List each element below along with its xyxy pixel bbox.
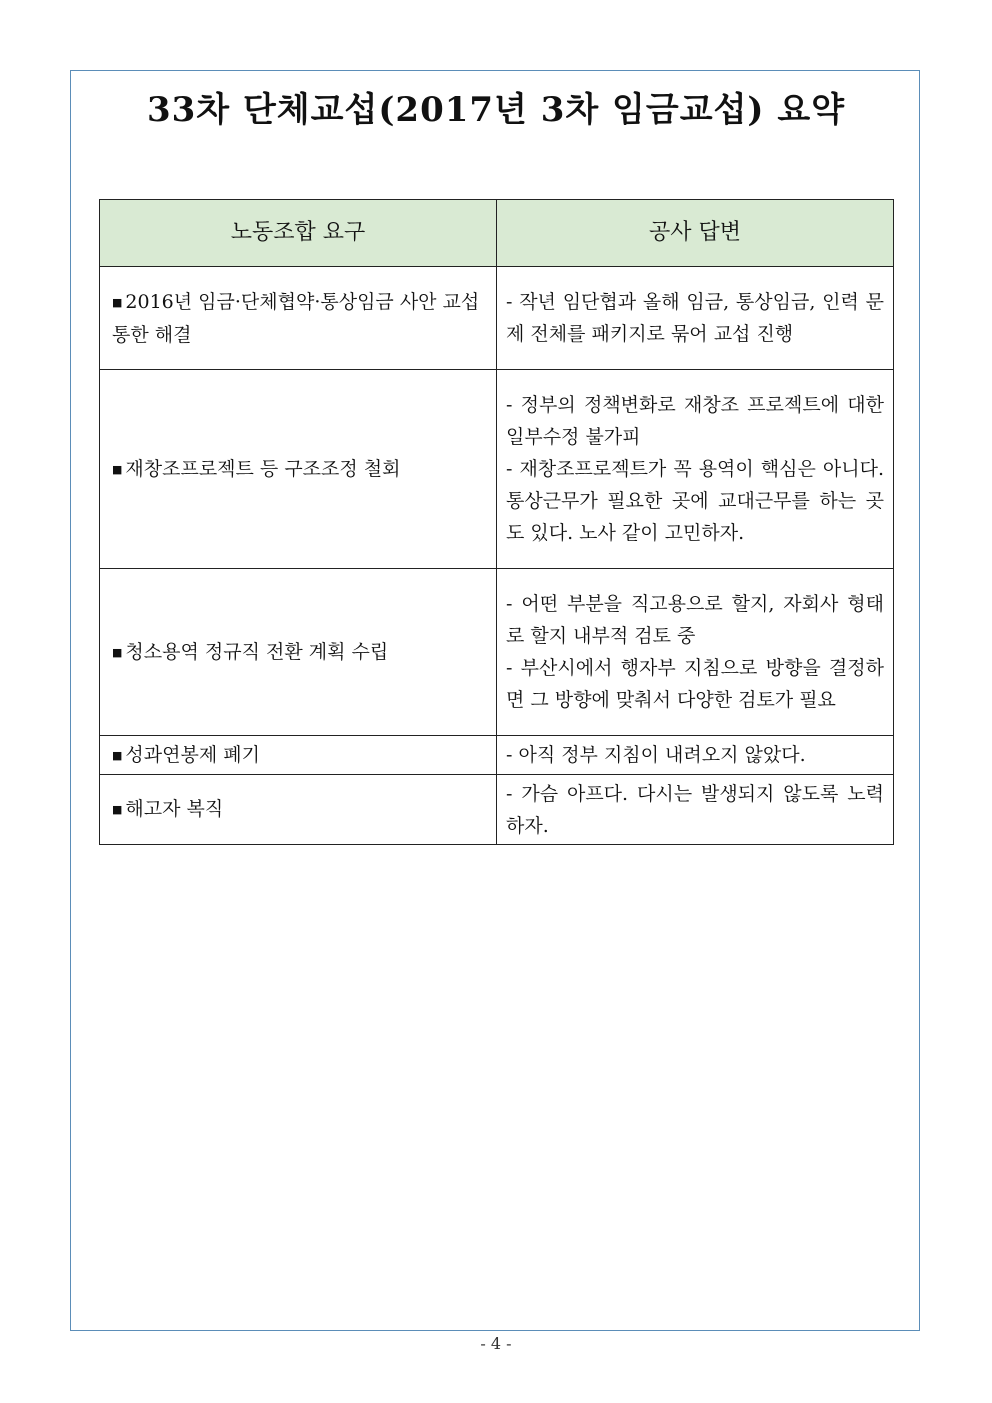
demand-cell [100,569,497,736]
square-bullet-icon: ■ [112,295,123,309]
demand-text: 해고자 복직 [125,798,224,820]
demand-text: 성과연봉제 폐기 [125,743,260,766]
table-row [100,267,894,370]
header-company-answer: 공사 답변 [497,200,894,267]
answer-text: - 부산시에서 행자부 지침으로 방향을 결정하면 그 방향에 맞춰서 다양한 검토가 필요 [506,657,884,711]
table-row [100,736,894,775]
demand-cell [100,267,497,370]
header-union-demand: 노동조합 요구 [100,200,497,267]
demand-text: 재창조프로젝트 등 구조조정 철회 [125,457,401,480]
negotiation-summary-table [99,199,894,845]
answer-cell [497,736,894,775]
answer-cell [497,775,894,845]
square-bullet-icon: ■ [112,803,123,816]
answer-text: - 정부의 정책변화로 재창조 프로젝트에 대한 일부수정 불가피 [506,394,884,448]
demand-cell [100,775,497,845]
answer-cell [497,569,894,736]
demand-text: 2016년 임금·단체협약·통상임금 사안 교섭 통한 해결 [112,290,480,346]
document-title: 33차 단체교섭(2017년 3차 임금교섭) 요약 [146,90,846,130]
demand-cell [100,736,497,775]
answer-text: - 재창조프로젝트가 꼭 용역이 핵심은 아니다. 통상근무가 필요한 곳에 교대근무를 하는 곳도 있다. 노사 같이 고민하자. [506,458,884,544]
table-header-row [100,200,894,267]
page-number: - 4 - [480,1334,512,1353]
answer-cell [497,267,894,370]
demand-text: 청소용역 정규직 전환 계획 수립 [125,640,389,663]
answer-text: - 가슴 아프다. 다시는 발생되지 않도록 노력하자. [506,782,884,837]
demand-cell [100,370,497,569]
table-row [100,569,894,736]
answer-cell [497,370,894,569]
square-bullet-icon: ■ [112,462,123,476]
table-row [100,370,894,569]
square-bullet-icon: ■ [112,748,123,762]
answer-text: - 작년 임단협과 올해 임금, 통상임금, 인력 문제 전체를 패키지로 묶어 교섭 진행 [506,291,884,345]
answer-text: - 아직 정부 지침이 내려오지 않았다. [506,744,806,766]
table-row [100,775,894,845]
answer-text: - 어떤 부분을 직고용으로 할지, 자회사 형태로 할지 내부적 검토 중 [506,593,884,647]
square-bullet-icon: ■ [112,645,123,659]
